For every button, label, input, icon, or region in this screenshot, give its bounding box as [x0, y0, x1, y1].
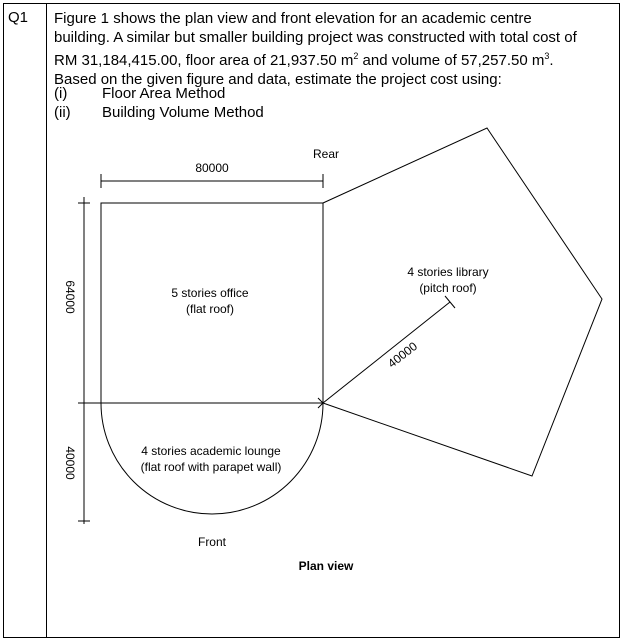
cost-and-area-text: RM 31,184,415.00, floor area of 21,937.50 m — [54, 52, 354, 69]
method-item-2-label: Building Volume Method — [102, 104, 264, 121]
volume-text: and volume of 57,257.50 m — [358, 52, 545, 69]
rear-label: Rear — [312, 147, 340, 161]
statement-line-4: Based on the given figure and data, estimate the project cost using: — [54, 71, 502, 88]
library-radius-label: 40000 — [385, 339, 420, 371]
method-item-2-number: (ii) — [54, 104, 71, 121]
statement-line-2: building. A similar but smaller building project was constructed with total cost of — [54, 29, 577, 46]
statement-line-1: Figure 1 shows the plan view and front elevation for an academic centre — [54, 10, 532, 27]
width-dimension-label: 80000 — [195, 161, 229, 175]
volume-unit-superscript: 3 — [544, 51, 550, 61]
lounge-block-outline — [101, 403, 323, 514]
library-block-outline — [323, 128, 602, 476]
front-label: Front — [197, 535, 227, 549]
library-radius-tick — [445, 296, 455, 308]
lounge-depth-dimension-label: 40000 — [63, 446, 77, 480]
library-radius-line — [323, 302, 450, 403]
office-roof-label: (flat roof) — [185, 302, 235, 316]
area-unit-superscript: 2 — [353, 51, 359, 61]
office-depth-dimension-label: 64000 — [63, 280, 77, 314]
lounge-roof-label: (flat roof with parapet wall) — [140, 460, 282, 474]
library-roof-label: (pitch roof) — [419, 281, 477, 295]
question-number: Q1 — [8, 9, 29, 26]
statement-period: . — [549, 52, 554, 69]
lounge-name-label: 4 stories academic lounge — [141, 444, 281, 458]
method-item-1-label: Floor Area Method — [102, 85, 226, 102]
method-item-1-number: (i) — [54, 85, 68, 102]
library-name-label: 4 stories library — [407, 265, 489, 279]
office-name-label: 5 stories office — [171, 286, 249, 300]
figure-caption: Plan view — [298, 559, 354, 573]
